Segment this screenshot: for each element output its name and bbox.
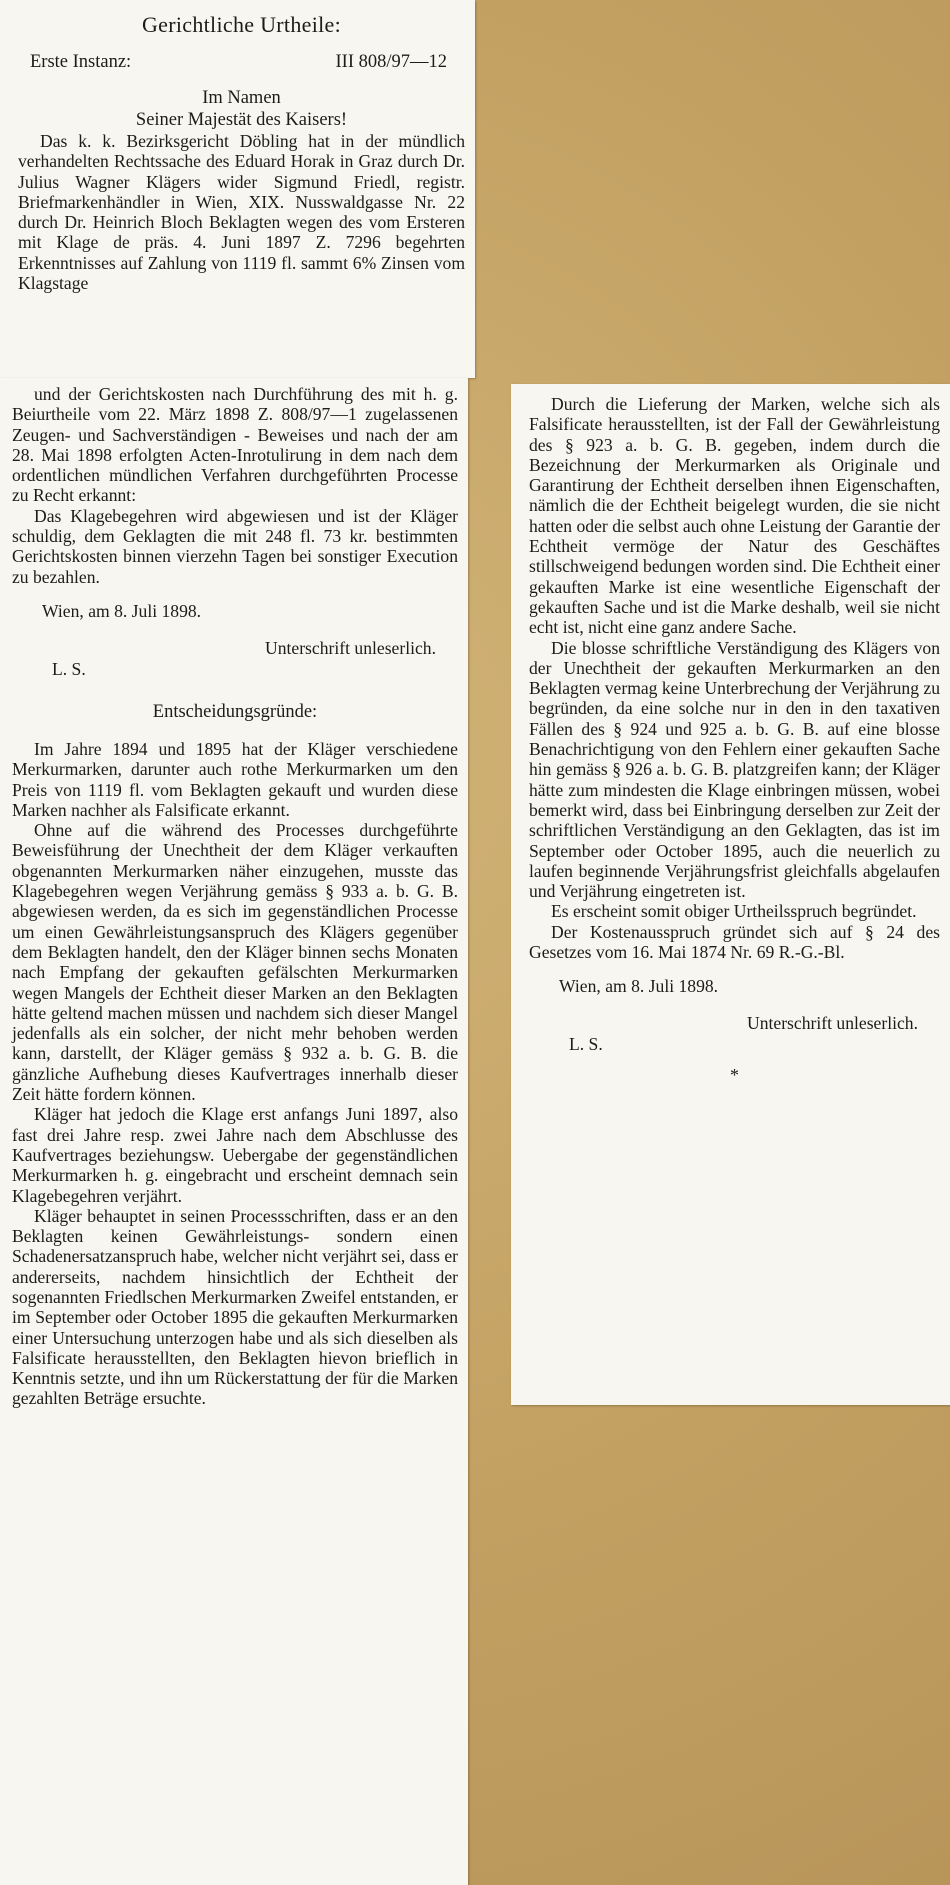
right-paragraph-1: Durch die Lieferung der Marken, welche sich als Falsificate herausstellten, ist der Fall der Gewährleistung des § 923 a. b. G. B. gegeben, indem durch die Bezeichnung der Merkurmarken als Originale und Garantirung der Echtheit derselben ihnen Eigenschaften, nämlich die der Echtheit beigelegt wurden, die sie nicht hatten oder die selbst auch ohne Leistung der Garantie der Echtheit vermöge der Natur des Geschäftes stillschweigend bedungen worden sind. Die Echtheit einer gekauften Marke ist eine wesentliche Eigenschaft der gekauften Sache und ist die Marke deshalb, weil sie nicht echt ist, nicht eine ganz andere Sache. [529, 394, 940, 638]
right-paragraph-4: Der Kostenausspruch gründet sich auf § 24 des Gesetzes vom 16. Mai 1874 Nr. 69 R.-G.-Bl. [529, 921, 940, 963]
reasons-paragraph-4: Kläger behauptet in seinen Processschriften, dass er an den Beklagten keinen Gewährleistungs- sondern einen Schadenersatzanspruch habe, welcher nicht verjährt sei, dass er andererseits, nachdem hinsichtlich der Echtheit der sogenannten Friedlschen Merkurmarken Zweifel entstanden, er im September oder October 1895 die gekauften Merkurmarken einer Untersuchung unterzogen habe und als sich dieselben als Falsificate herausstellten, den Beklagten hievon brieflich in Kenntnis setzte, und ihn um Rückerstattung der für die Marken gezahlten Beträge ersuchte. [12, 1205, 459, 1409]
case-number: III 808/97—12 [335, 52, 447, 72]
instance-line [30, 52, 447, 73]
seal-mark: L. S. [52, 658, 86, 679]
clipping-left-column [0, 378, 468, 1885]
intro-paragraph: Das k. k. Bezirksgericht Döbling hat in der mündlich verhandelten Rechtssache des Eduard Horak in Graz durch Dr. Julius Wagner Klägers wider Sigmund Friedl, registr. Briefmarkenhändler in Wien, XIX. Nusswaldgasse Nr. 22 durch Dr. Heinrich Bloch Beklagten wegen des vom Ersteren mit Klage de präs. 4. Juni 1897 Z. 7296 begehrten Erkenntnisses auf Zahlung von 1119 fl. sammt 6% Zinsen vom Klagstage [18, 131, 465, 294]
clipping-top [0, 0, 475, 378]
reasons-paragraph-1: Im Jahre 1894 und 1895 hat der Kläger verschiedene Merkurmarken, darunter auch rothe Merkurmarken um den Preis von 1119 fl. vom Beklagten gekauft und wurden diese Marken nachher als Falsificate erkannt. [12, 738, 458, 820]
right-date-line: Wien, am 8. Juli 1898. [559, 976, 719, 997]
verdict-paragraph: Das Klagebegehren wird abgewiesen und ist der Kläger schuldig, dem Geklagten die mit 248 fl. 73 kr. bestimmten Gerichtskosten binnen vierzehn Tagen bei sonstiger Execution zu bezahlen. [12, 505, 458, 587]
invocation-line-1: Im Namen [202, 88, 281, 108]
invocation-line-2: Seiner Majestät des Kaisers! [135, 110, 348, 130]
right-paragraph-3: Es erscheint somit obiger Urtheilsspruch begründet. [551, 901, 917, 922]
date-line: Wien, am 8. Juli 1898. [42, 600, 202, 621]
reasons-heading: Entscheidungsgründe: [152, 701, 318, 722]
signature-line: Unterschrift unleserlich. [265, 637, 436, 658]
instance-label: Erste Instanz: [30, 52, 132, 72]
reasons-paragraph-2: Ohne auf die während des Processes durchgeführte Beweisführung der Unechtheit der dem Kläger verkauften obgenannten Merkurmarken näher einzugehen, musste das Klagebegehren wegen Verjährung gemäss § 933 a. b. G. B. abgewiesen werden, da es sich im gegenständlichen Processe um einen Gewährleistungsanspruch des Klägers gegenüber dem Beklagten handelt, den der Kläger binnen sechs Monaten nach Empfang der gekauften gefälschten Merkurmarken wegen Mangels der Echtheit dieser Marken an den Beklagten hätte geltend machen müssen und nachdem sich dieser Mangel jedenfalls als ein solcher, der nicht mehr behoben werden kann, darstellt, der Kläger gemäss § 932 a. b. G. B. die gänzliche Aufhebung dieses Kaufvertrages innerhalb dieser Zeit hätte fordern können. [12, 820, 458, 1105]
clipping-right-column [511, 384, 950, 1405]
section-heading: Gerichtliche Urtheile: [141, 12, 341, 37]
continuation-paragraph: und der Gerichtskosten nach Durchführung des mit h. g. Beiurtheile vom 22. März 1898 Z. 808/97—1 zugelassenen Zeugen- und Sachverständigen - Beweises und nach der am 28. Mai 1898 erfolgten Acten-Inrotulirung in dem nach dem ordentlichen mündlichen Verfahren durchgeführten Processe zu Recht erkannt: [12, 384, 458, 506]
right-seal-mark: L. S. [569, 1034, 603, 1055]
end-mark: * [730, 1065, 739, 1086]
right-paragraph-2: Die blosse schriftliche Verständigung des Klägers von der Unechtheit der gekauften Merkurmarken an den Beklagten vermag keine Unterbrechung der Verjährung zu begründen, da eine solche nur in den in den taxativen Fällen des § 924 und 925 a. b. G. B. auf eine blosse Benachrichtigung von den Fehlern einer gekauften Sache hin gemäss § 926 a. b. G. B. platzgreifen kann; der Kläger hätte zum mindesten die Klage einbringen müssen, wobei bemerkt wird, dass bei Einbringung derselben zur Zeit der schriftlichen Verständigung an den Geklagten, das ist im September oder October 1895, auch die neuerlich zu laufen beginnende Verjährungsfrist gleichfalls abgelaufen und Verjährung eingetreten ist. [529, 637, 941, 902]
right-signature-line: Unterschrift unleserlich. [747, 1013, 918, 1034]
reasons-paragraph-3: Kläger hat jedoch die Klage erst anfangs Juni 1897, also fast drei Jahre resp. zwei Jahre nach dem Abschlusse des Kaufvertrages beziehungsw. Uebergabe der gegenständlichen Merkurmarken h. g. eingebracht und erscheint demnach sein Klagebegehren verjährt. [12, 1104, 458, 1206]
